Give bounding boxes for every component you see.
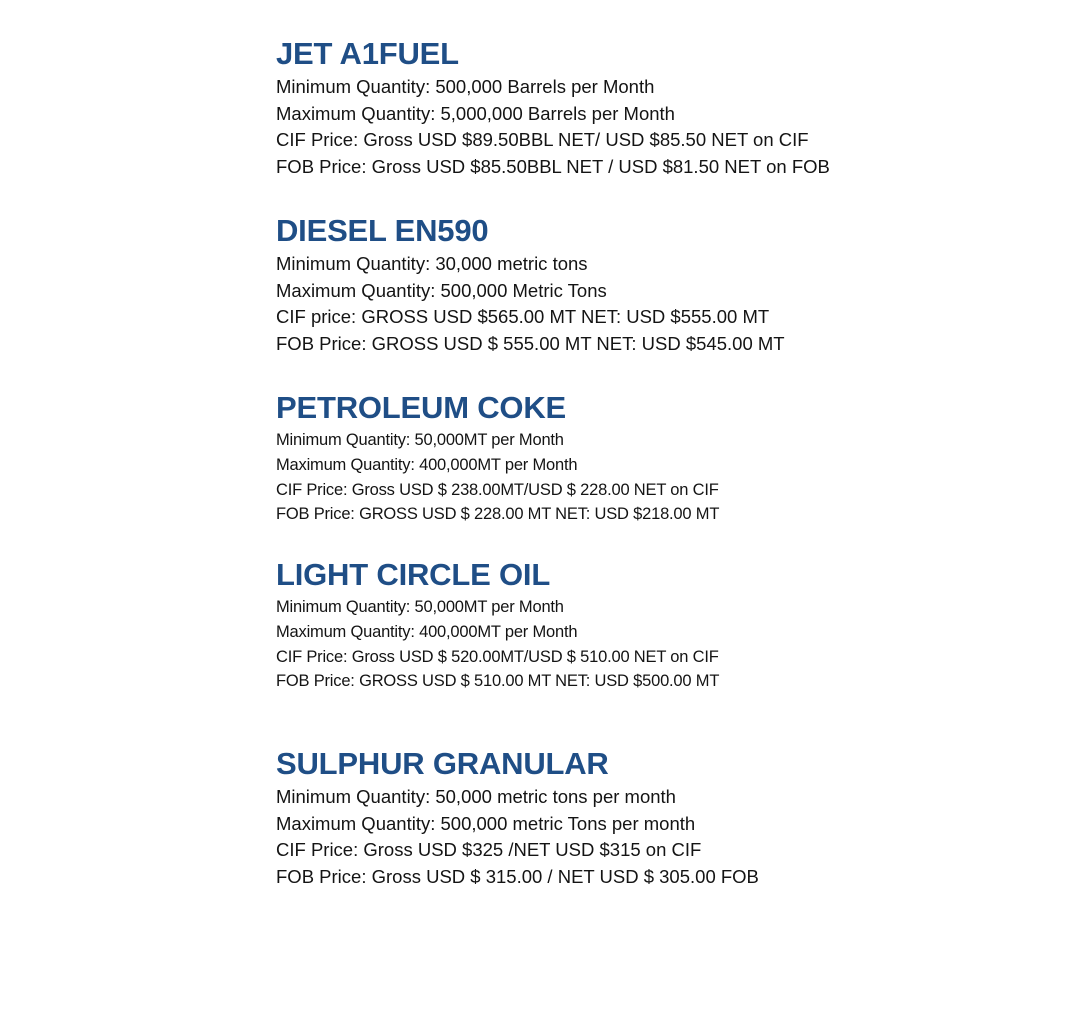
spec-list [276, 428, 976, 527]
fob-price-line: FOB Price: Gross USD $ 315.00 / NET USD $ 305.00 FOB [276, 865, 759, 887]
product-title: DIESEL EN590 [276, 213, 489, 248]
fob-price-line: FOB Price: GROSS USD $ 228.00 MT NET: USD $218.00 MT [276, 505, 720, 524]
spec-list [276, 74, 976, 180]
minimum-quantity-line: Minimum Quantity: 50,000 metric tons per month [276, 786, 676, 807]
minimum-quantity-line: Minimum Quantity: 500,000 Barrels per Month [276, 76, 655, 97]
product-title: SULPHUR GRANULAR [276, 746, 609, 781]
product-title: JET A1FUEL [276, 36, 459, 71]
maximum-quantity-line: Maximum Quantity: 500,000 Metric Tons [276, 279, 607, 301]
spec-list [276, 251, 976, 357]
cif-price-line: CIF Price: Gross USD $325 /NET USD $315 on CIF [276, 839, 702, 860]
cif-price-line: CIF Price: Gross USD $ 238.00MT/USD $ 228.00 NET on CIF [276, 480, 719, 499]
spec-list [276, 784, 976, 890]
spec-list [276, 595, 976, 694]
minimum-quantity-line: Minimum Quantity: 30,000 metric tons [276, 253, 588, 274]
maximum-quantity-line: Maximum Quantity: 5,000,000 Barrels per Month [276, 102, 675, 124]
minimum-quantity-line: Minimum Quantity: 50,000MT per Month [276, 431, 564, 449]
maximum-quantity-line: Maximum Quantity: 400,000MT per Month [276, 455, 578, 474]
product-diesel-en590 [276, 213, 976, 357]
product-jet-a1-fuel [276, 36, 976, 180]
product-sulphur-granular [276, 746, 976, 890]
fob-price-line: FOB Price: GROSS USD $ 510.00 MT NET: USD $500.00 MT [276, 672, 720, 691]
product-light-circle-oil [276, 557, 976, 694]
cif-price-line: CIF Price: Gross USD $ 520.00MT/USD $ 510.00 NET on CIF [276, 647, 719, 666]
product-title: LIGHT CIRCLE OIL [276, 557, 551, 592]
cif-price-line: CIF price: GROSS USD $565.00 MT NET: USD $555.00 MT [276, 306, 770, 327]
minimum-quantity-line: Minimum Quantity: 50,000MT per Month [276, 598, 564, 616]
fob-price-line: FOB Price: Gross USD $85.50BBL NET / USD $81.50 NET on FOB [276, 155, 830, 177]
maximum-quantity-line: Maximum Quantity: 500,000 metric Tons per month [276, 812, 696, 834]
product-petroleum-coke [276, 390, 976, 527]
cif-price-line: CIF Price: Gross USD $89.50BBL NET/ USD $85.50 NET on CIF [276, 129, 809, 150]
maximum-quantity-line: Maximum Quantity: 400,000MT per Month [276, 622, 578, 641]
fob-price-line: FOB Price: GROSS USD $ 555.00 MT NET: USD $545.00 MT [276, 332, 785, 354]
product-title: PETROLEUM COKE [276, 390, 566, 425]
